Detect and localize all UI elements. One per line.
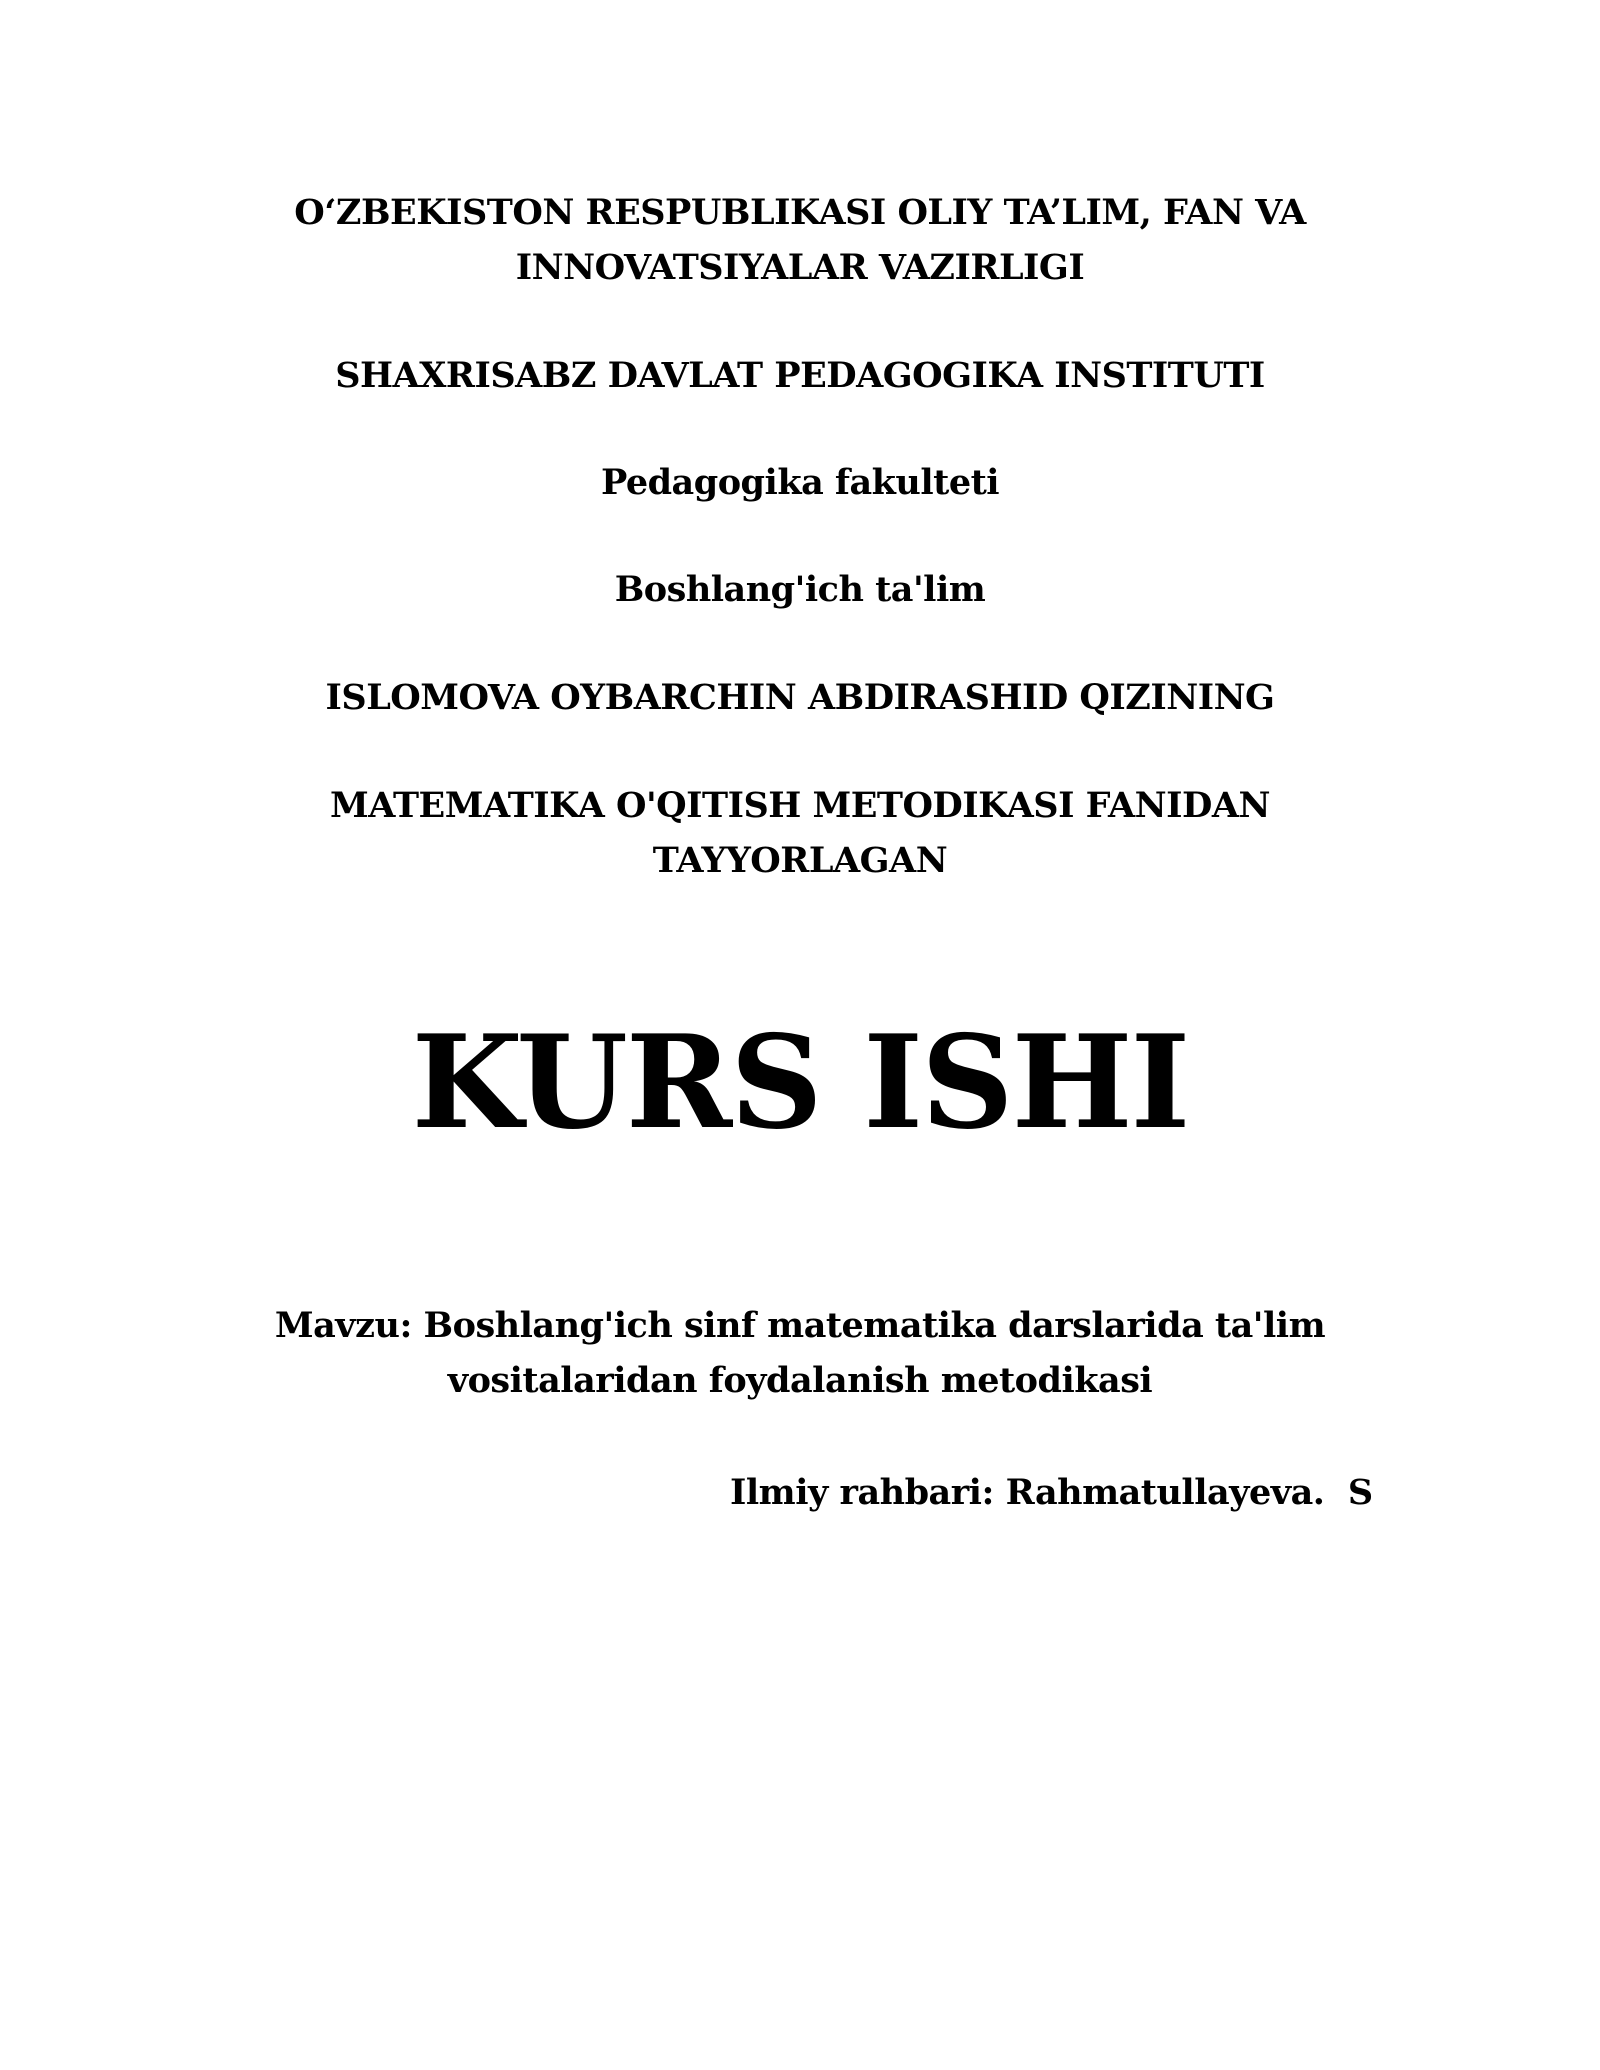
student-name: ISLOMOVA OYBARCHIN ABDIRASHID QIZINING	[325, 677, 1275, 718]
supervisor-line: Ilmiy rahbari: Rahmatullayeva. S	[730, 1472, 1373, 1513]
ministry-name-line-2: INNOVATSIYALAR VAZIRLIGI	[515, 247, 1085, 288]
topic-line-1: Mavzu: Boshlang'ich sinf matematika darslarida ta'lim	[274, 1305, 1326, 1346]
subject-line-1: MATEMATIKA O'QITISH METODIKASI FANIDAN	[330, 785, 1270, 826]
department-name: Boshlang'ich ta'lim	[614, 569, 986, 610]
faculty-name: Pedagogika fakulteti	[600, 462, 1000, 503]
topic-line-2: vositalaridan foydalanish metodikasi	[447, 1360, 1153, 1401]
institute-name: SHAXRISABZ DAVLAT PEDAGOGIKA INSTITUTI	[335, 355, 1265, 396]
ministry-name-line-1: O‘ZBEKISTON RESPUBLIKASI OLIY TA’LIM, FAN VA	[294, 192, 1306, 233]
subject-line-2: TAYYORLAGAN	[652, 840, 948, 881]
document-title: KURS ISHI	[411, 1008, 1189, 1158]
